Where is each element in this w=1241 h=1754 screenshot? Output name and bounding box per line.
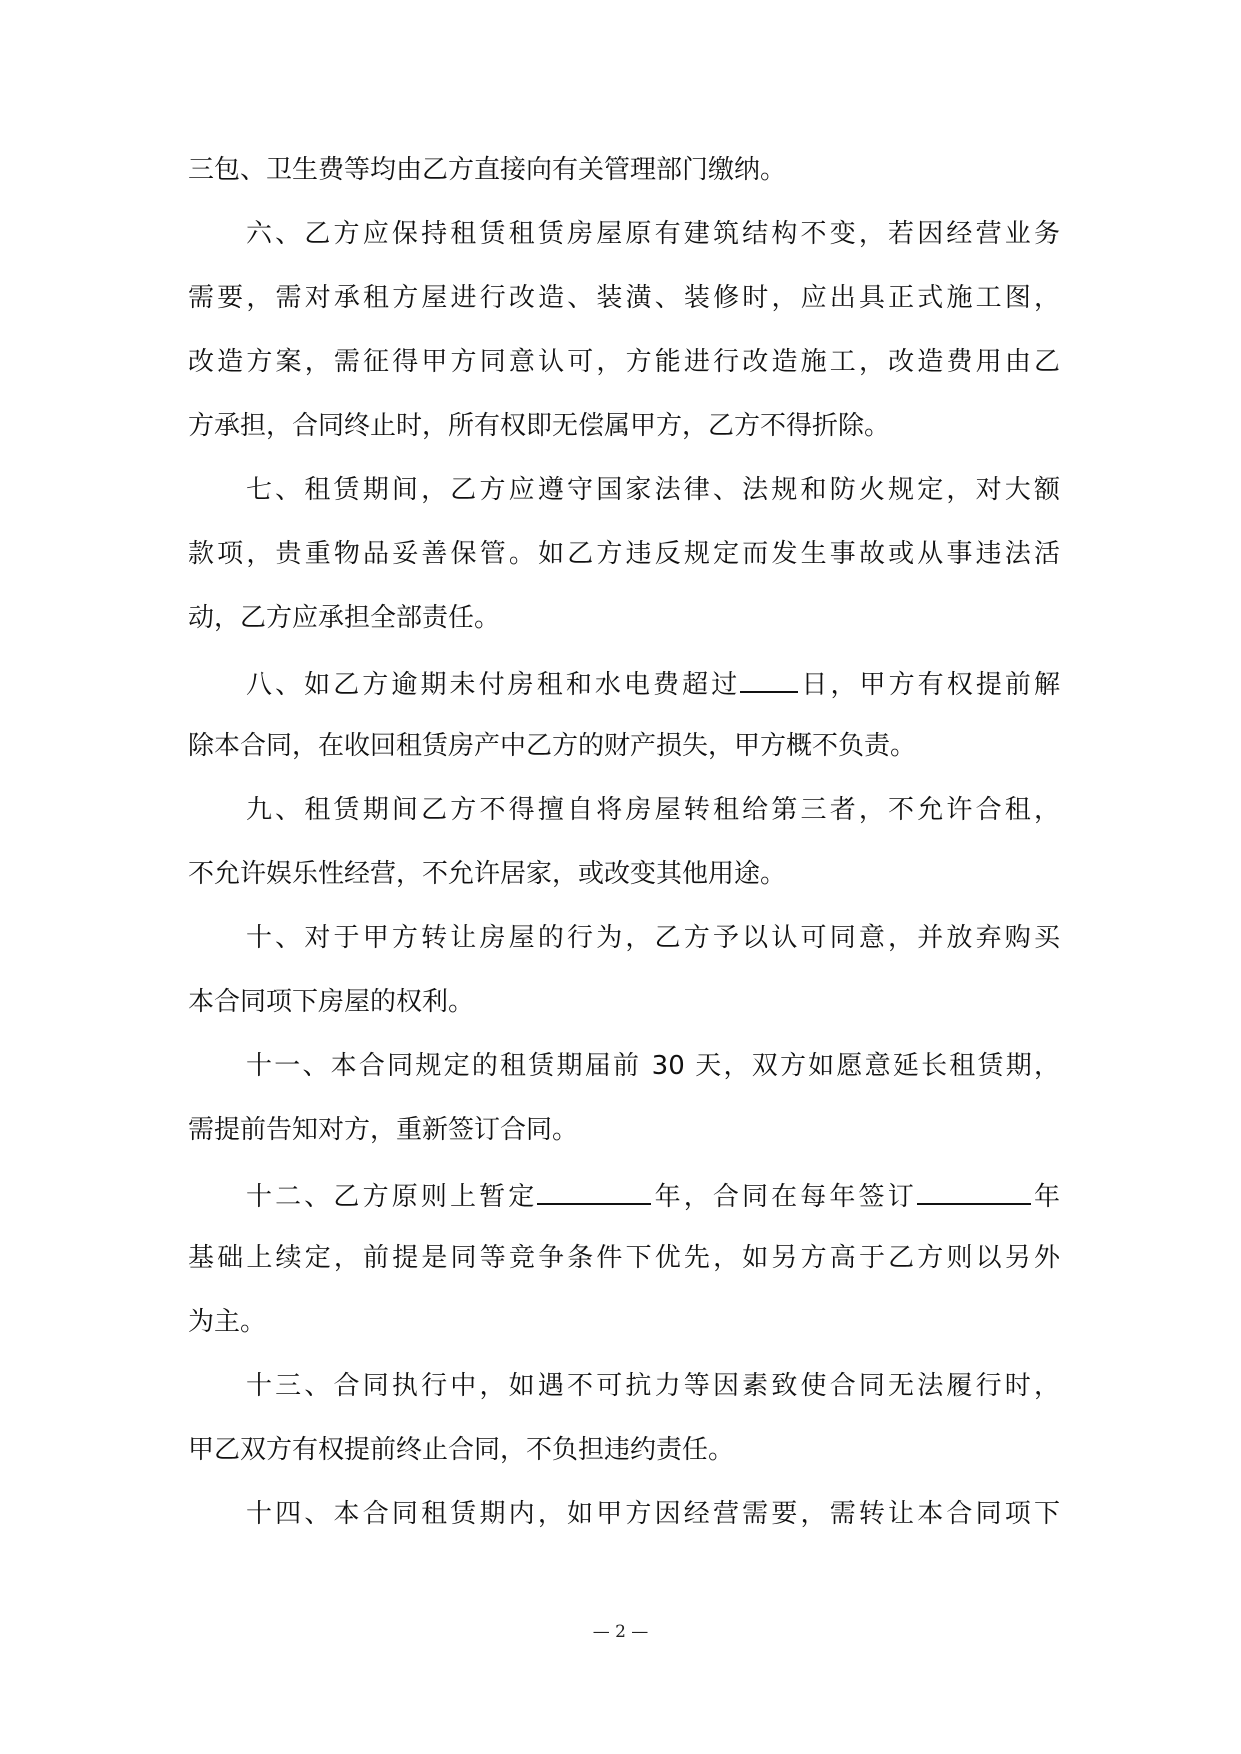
- clause-12-line-2: 基础上续定，前提是同等竞争条件下优先，如另方高于乙方则以另外: [188, 1243, 1060, 1273]
- clause-6-line-4: 方承担，合同终止时，所有权即无偿属甲方，乙方不得折除。: [188, 411, 891, 441]
- clause-11-line-1: 十一、本合同规定的租赁期届前 30 天，双方如愿意延长租赁期，: [246, 1051, 1060, 1081]
- clause-12-text-c: 年: [1030, 1182, 1060, 1212]
- clause-12-line-1: [188, 1179, 1060, 1212]
- clause-7-line-1: 七、租赁期间，乙方应遵守国家法律、法规和防火规定，对大额: [246, 475, 1060, 505]
- clause-14-line-1: 十四、本合同租赁期内，如甲方因经营需要，需转让本合同项下: [246, 1499, 1060, 1529]
- clause-10-line-1: 十、对于甲方转让房屋的行为，乙方予以认可同意，并放弃购买: [246, 923, 1060, 953]
- clause-9-line-2: 不允许娱乐性经营，不允许居家，或改变其他用途。: [188, 859, 787, 889]
- document-body: [188, 155, 1060, 1563]
- clause-7-line-2: 款项，贵重物品妥善保管。如乙方违反规定而发生事故或从事违法活: [188, 539, 1060, 569]
- fill-in-blank-renewal-years: [917, 1179, 1031, 1205]
- clause-7-line-3: 动，乙方应承担全部责任。: [188, 603, 501, 633]
- fill-in-blank-days: [740, 667, 798, 693]
- clause-13-line-1: 十三、合同执行中，如遇不可抗力等因素致使合同无法履行时，: [246, 1371, 1060, 1401]
- page-number: — 2 —: [592, 1622, 649, 1642]
- clause-8-line-2: 除本合同，在收回租赁房产中乙方的财产损失，甲方概不负责。: [188, 731, 917, 761]
- clause-12-text-b: 年，合同在每年签订: [651, 1182, 917, 1212]
- clause-6-line-2: 需要，需对承租方屋进行改造、装潢、装修时，应出具正式施工图，: [188, 283, 1060, 313]
- clause-8-text-after: 日，甲方有权提前解: [798, 670, 1060, 700]
- text-line: 三包、卫生费等均由乙方直接向有关管理部门缴纳。: [188, 155, 787, 185]
- clause-13-line-2: 甲乙双方有权提前终止合同，不负担违约责任。: [188, 1435, 735, 1465]
- clause-12-text-a: 十二、乙方原则上暂定: [246, 1182, 538, 1212]
- clause-10-line-2: 本合同项下房屋的权利。: [188, 987, 475, 1017]
- fill-in-blank-years: [537, 1179, 651, 1205]
- clause-6-line-3: 改造方案，需征得甲方同意认可，方能进行改造施工，改造费用由乙: [188, 347, 1060, 377]
- clause-6-line-1: 六、乙方应保持租赁租赁房屋原有建筑结构不变，若因经营业务: [246, 219, 1060, 249]
- clause-12-line-3: 为主。: [188, 1307, 267, 1337]
- clause-8-text-before: 八、如乙方逾期未付房租和水电费超过: [246, 670, 741, 700]
- clause-8-line-1: [188, 667, 1060, 700]
- clause-11-line-2: 需提前告知对方，重新签订合同。: [188, 1115, 579, 1145]
- clause-9-line-1: 九、租赁期间乙方不得擅自将房屋转租给第三者，不允许合租，: [246, 795, 1060, 825]
